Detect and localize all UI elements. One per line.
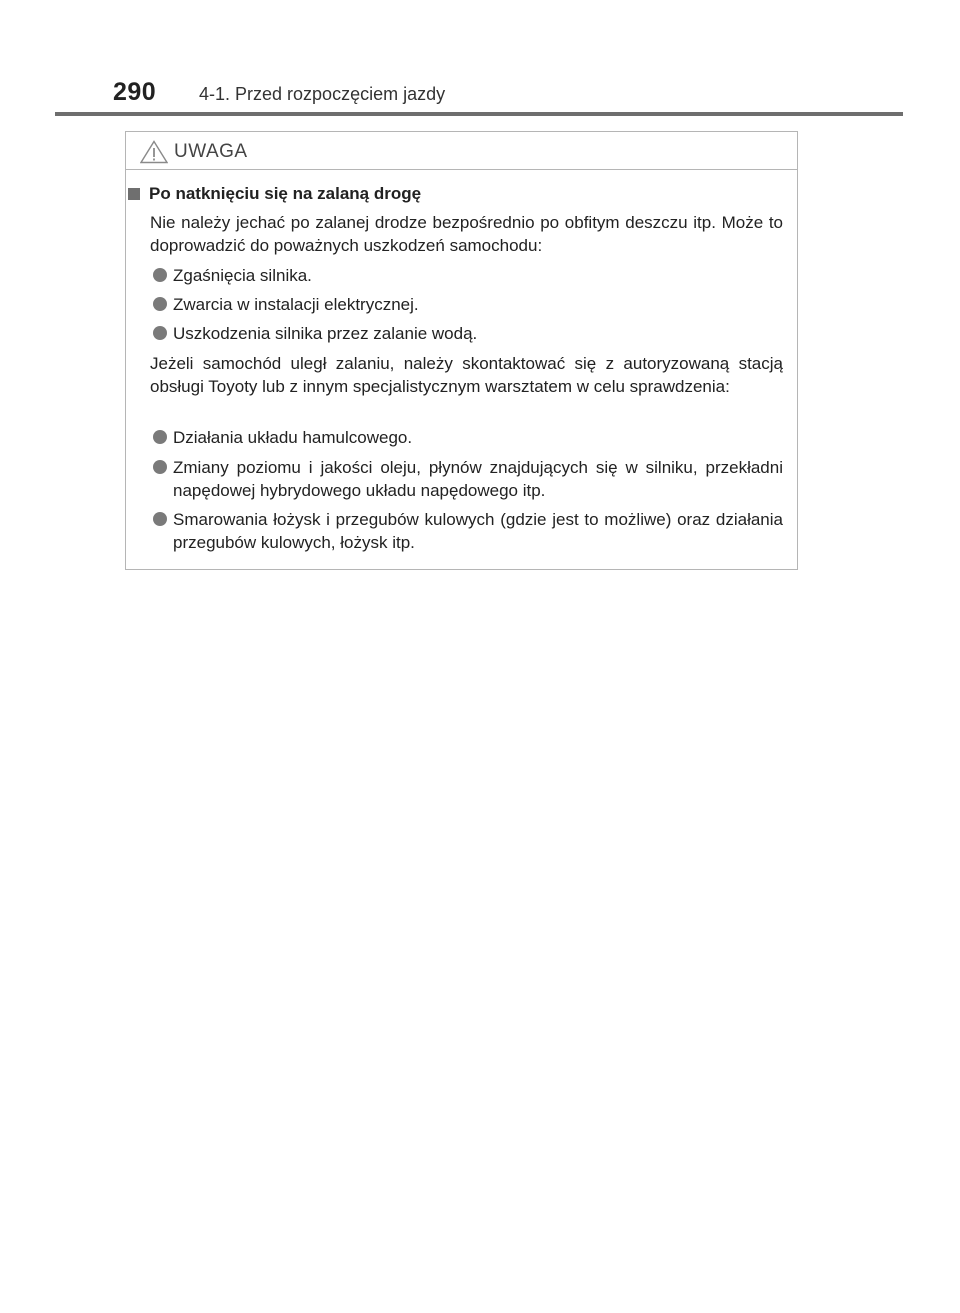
list-item: Zmiany poziomu i jakości oleju, płynów znajdujących się w silniku, przekładni napędowej hybrydowego układu napędowego itp. <box>153 456 783 502</box>
list-item: Uszkodzenia silnika przez zalanie wodą. <box>153 322 783 345</box>
circle-bullet-icon <box>153 268 167 282</box>
circle-bullet-icon <box>153 512 167 526</box>
intro-paragraph: Nie należy jechać po zalanej drodze bezpośrednio po obfitym deszczu itp. Może to doprowadzić do poważnych uszkodzeń samochodu: <box>150 213 783 255</box>
warning-box <box>125 131 798 570</box>
list-item: Smarowania łożysk i przegubów kulowych (gdzie jest to możliwe) oraz działania przegubów kulowych, łożysk itp. <box>153 508 783 554</box>
warning-label: UWAGA <box>174 141 248 162</box>
list-item: Zgaśnięcia silnika. <box>153 264 783 287</box>
circle-bullet-icon <box>153 460 167 474</box>
section-title: 4-1. Przed rozpoczęciem jazdy <box>199 84 446 104</box>
circle-bullet-icon <box>153 326 167 340</box>
list-item: Zwarcia w instalacji elektrycznej. <box>153 293 783 316</box>
page-number: 290 <box>113 78 157 106</box>
warning-subheading <box>128 182 421 205</box>
middle-paragraph: Jeżeli samochód uległ zalaniu, należy skontaktować się z autoryzowaną stacją obsługi Toyoty lub z innym specjalistycznym warsztatem w celu sprawdzenia: <box>150 354 783 396</box>
circle-bullet-icon <box>153 430 167 444</box>
list-item: Działania układu hamulcowego. <box>153 426 783 449</box>
warning-subheading-text: Po natknięciu się na zalaną drogę <box>149 184 422 203</box>
warning-header <box>126 132 797 170</box>
square-bullet-icon <box>128 188 140 200</box>
header-rule <box>55 112 903 116</box>
circle-bullet-icon <box>153 297 167 311</box>
page-header <box>0 0 960 116</box>
warning-triangle-icon <box>140 140 168 164</box>
